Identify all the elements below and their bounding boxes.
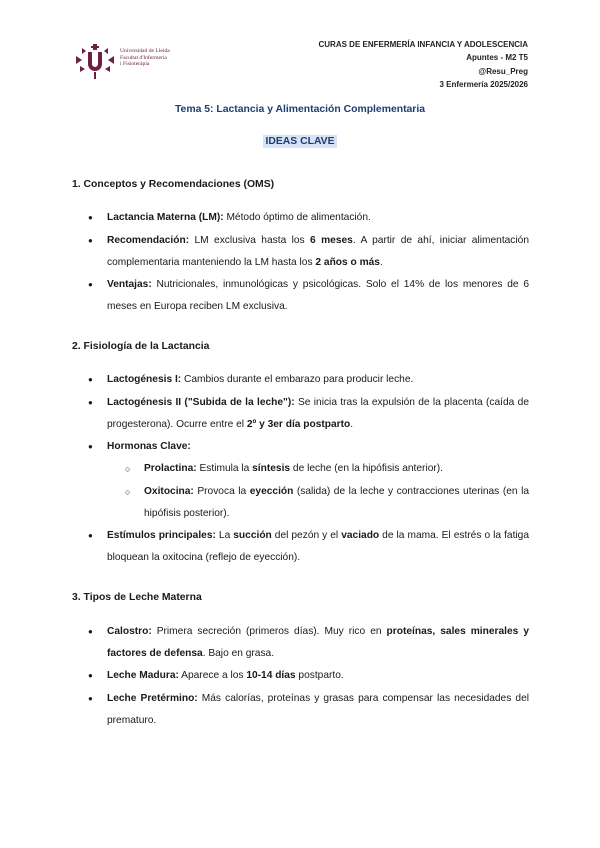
section-heading-2: 2. Fisiología de la Lactancia — [72, 341, 210, 352]
sub-list-item: ○ Prolactina: Estimula la síntesis de leche (en la hipófisis anterior). — [144, 458, 529, 480]
document-header — [319, 38, 529, 92]
list-item: ● Lactogénesis II ("Subida de la leche"): Se inicia tras la expulsión de la placenta (caída de progesterona). Ocurre entre el 2º y 3er día postparto. — [107, 392, 529, 437]
university-logo — [74, 42, 184, 82]
list-item: ● Lactogénesis I: Cambios durante el embarazo para producir leche. — [107, 369, 529, 391]
university-crest-icon — [74, 42, 116, 82]
list-item: ● Estímulos principales: La succión del pezón y el vaciado de la mama. El estrés o la fatiga bloquean la oxitocina (reflejo de eyección). — [107, 525, 529, 570]
open-bullet-icon: ○ — [125, 487, 131, 497]
list-item: ● Leche Madura: Aparece a los 10-14 días postparto. — [107, 665, 529, 687]
section-heading-3: 3. Tipos de Leche Materna — [72, 592, 202, 603]
logo-line-2: Facultat d'Infermeria — [120, 54, 167, 61]
list-item: ● Ventajas: Nutricionales, inmunológicas y psicológicas. Solo el 14% de los menores de 6 meses en Europa reciben LM exclusiva. — [107, 274, 529, 319]
course-name: CURAS DE ENFERMERÍA INFANCIA Y ADOLESCENCIA — [318, 40, 528, 49]
bullet-icon: ● — [88, 671, 93, 680]
logo-line-1: Universidad de Lleida — [120, 48, 170, 54]
ideas-clave-heading — [0, 136, 600, 147]
sub-list-item: ○ Oxitocina: Provoca la eyección (salida) de la leche y contracciones uterinas (en la hipófisis posterior). — [144, 481, 529, 526]
list-item: ● Calostro: Primera secreción (primeros días). Muy rico en proteínas, sales minerales y factores de defensa. Bajo en grasa. — [107, 621, 529, 666]
bullet-icon: ● — [88, 375, 93, 384]
list-item: ● Leche Pretérmino: Más calorías, proteínas y grasas para compensar las necesidades del prematuro. — [107, 688, 529, 733]
list-item: ● Lactancia Materna (LM): Método óptimo de alimentación. — [107, 207, 529, 229]
bullet-icon: ● — [88, 627, 93, 636]
bullet-icon: ● — [88, 236, 93, 245]
academic-year: 3 Enfermería 2025/2026 — [439, 80, 528, 90]
bullet-icon: ● — [88, 531, 93, 540]
logo-line-3: i Fisioteràpia — [120, 61, 150, 68]
section-heading-1: 1. Conceptos y Recomendaciones (OMS) — [72, 179, 275, 190]
bullet-icon: ● — [88, 442, 93, 451]
ideas-clave-label: IDEAS CLAVE — [265, 136, 335, 147]
bullet-icon: ● — [88, 398, 93, 407]
list-item: ● Hormonas Clave: — [107, 436, 529, 458]
notes-label: Apuntes - M2 T5 — [466, 53, 528, 63]
bullet-icon: ● — [88, 280, 93, 289]
page-title: Tema 5: Lactancia y Alimentación Complementaria — [174, 104, 426, 115]
list-item: ● Recomendación: LM exclusiva hasta los 6 meses. A partir de ahí, iniciar alimentación complementaria manteniendo la LM hasta los 2 años o más. — [107, 230, 529, 275]
logo-wordmark — [120, 48, 184, 68]
bullet-icon: ● — [88, 213, 93, 222]
open-bullet-icon: ○ — [125, 464, 131, 474]
author-handle: @Resu_Preg — [478, 66, 528, 76]
bullet-icon: ● — [88, 694, 93, 703]
